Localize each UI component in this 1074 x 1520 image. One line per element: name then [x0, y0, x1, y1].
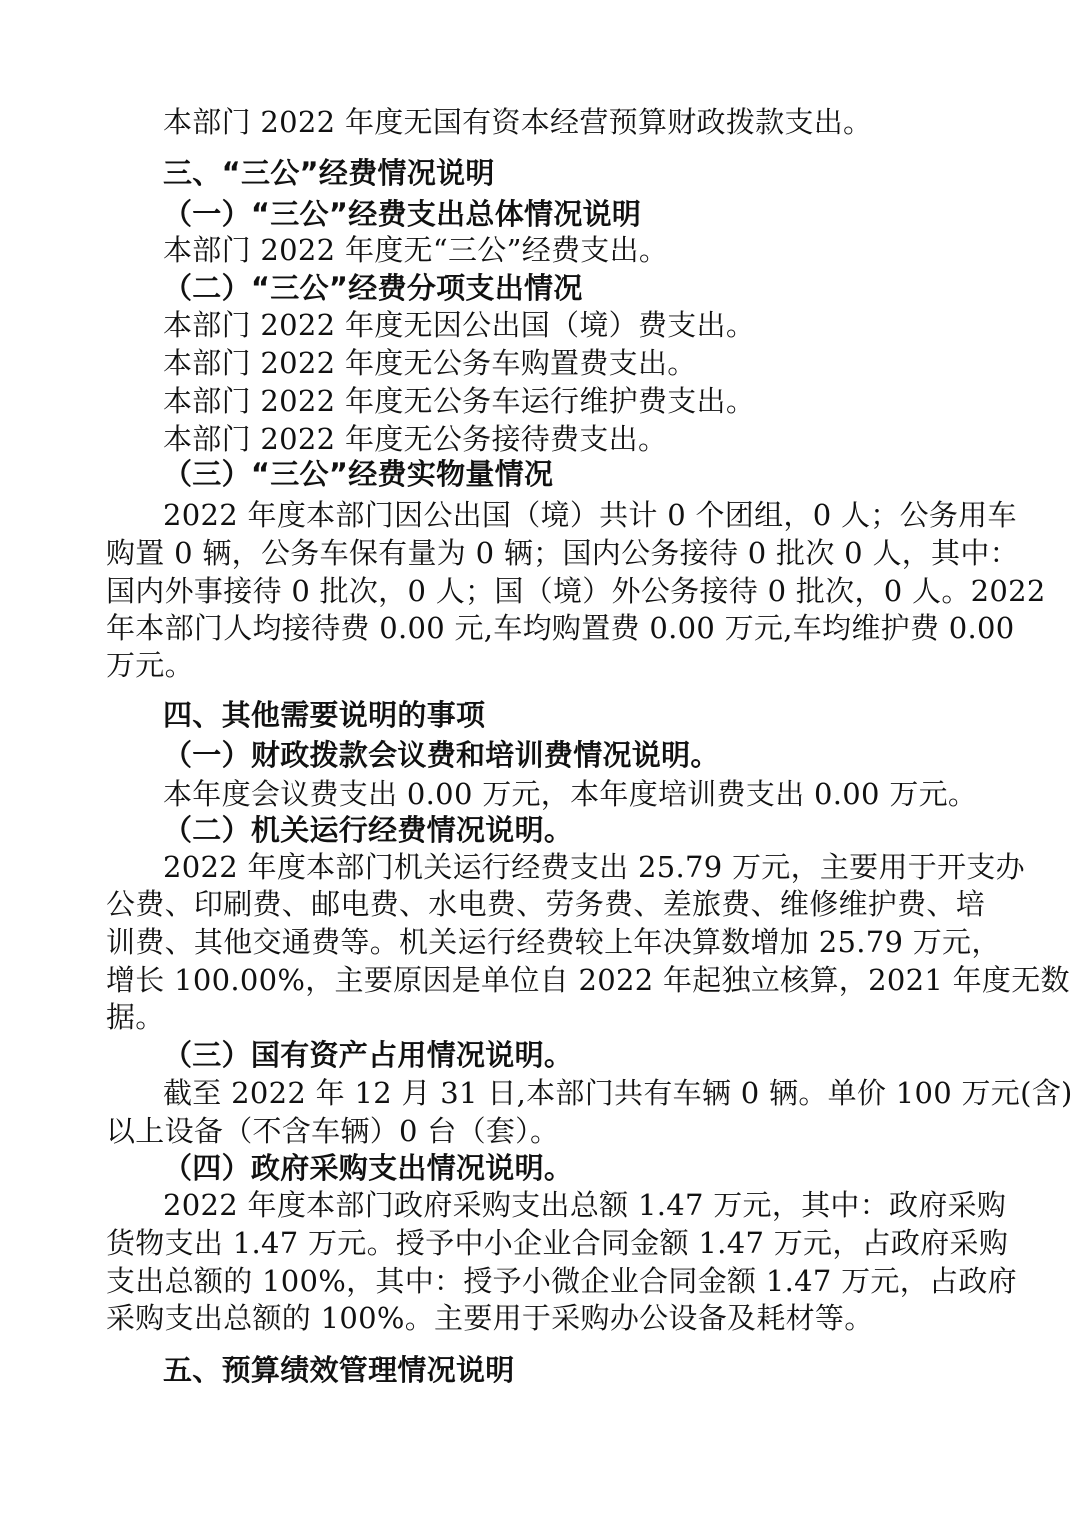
- subsection-heading: （二）机关运行经费情况说明。: [163, 813, 574, 847]
- paragraph-line: 2022 年度本部门机关运行经费支出 25.79 万元，主要用于开支办: [163, 850, 1025, 884]
- paragraph-line: 本年度会议费支出 0.00 万元，本年度培训费支出 0.00 万元。: [163, 777, 978, 811]
- paragraph-line: 本部门 2022 年度无国有资本经营预算财政拨款支出。: [163, 105, 873, 139]
- paragraph-line: 货物支出 1.47 万元。授予中小企业合同金额 1.47 万元，占政府采购: [106, 1226, 1009, 1260]
- paragraph-line: 国内外事接待 0 批次，0 人；国（境）外公务接待 0 批次，0 人。2022: [106, 574, 1046, 608]
- section-heading-three-public: 三、“三公”经费情况说明: [163, 156, 495, 190]
- paragraph-line: 以上设备（不含车辆）0 台（套）。: [106, 1114, 560, 1148]
- paragraph-line: 本部门 2022 年度无公务接待费支出。: [163, 422, 668, 456]
- subsection-heading: （三）“三公”经费实物量情况: [163, 457, 554, 491]
- paragraph-line: 本部门 2022 年度无公务车运行维护费支出。: [163, 384, 756, 418]
- paragraph-line: 本部门 2022 年度无因公出国（境）费支出。: [163, 308, 756, 342]
- paragraph-line: 增长 100.00%，主要原因是单位自 2022 年起独立核算，2021 年度无数: [106, 963, 1070, 997]
- paragraph-line: 万元。: [106, 648, 194, 682]
- subsection-heading: （一）“三公”经费支出总体情况说明: [163, 197, 642, 231]
- subsection-heading: （二）“三公”经费分项支出情况: [163, 271, 583, 305]
- subsection-heading: （四）政府采购支出情况说明。: [163, 1151, 574, 1185]
- section-heading-other-matters: 四、其他需要说明的事项: [163, 698, 486, 732]
- paragraph-line: 支出总额的 100%，其中：授予小微企业合同金额 1.47 万元，占政府: [106, 1264, 1017, 1298]
- paragraph-line: 本部门 2022 年度无“三公”经费支出。: [163, 233, 669, 267]
- paragraph-line: 截至 2022 年 12 月 31 日,本部门共有车辆 0 辆。单价 100 万元(含): [163, 1076, 1073, 1110]
- paragraph-line: 采购支出总额的 100%。主要用于采购办公设备及耗材等。: [106, 1301, 874, 1335]
- paragraph-line: 训费、其他交通费等。机关运行经费较上年决算数增加 25.79 万元，: [106, 925, 1001, 959]
- paragraph-line: 2022 年度本部门因公出国（境）共计 0 个团组，0 人；公务用车: [163, 498, 1017, 532]
- paragraph-line: 购置 0 辆，公务车保有量为 0 辆；国内公务接待 0 批次 0 人，其中：: [106, 536, 1019, 570]
- paragraph-line: 年本部门人均接待费 0.00 元,车均购置费 0.00 万元,车均维护费 0.00: [106, 611, 1015, 645]
- paragraph-line: 据。: [106, 1000, 165, 1034]
- section-heading-performance: 五、预算绩效管理情况说明: [163, 1353, 515, 1387]
- paragraph-line: 公费、印刷费、邮电费、水电费、劳务费、差旅费、维修维护费、培: [106, 887, 986, 921]
- paragraph-line: 2022 年度本部门政府采购支出总额 1.47 万元，其中：政府采购: [163, 1188, 1007, 1222]
- subsection-heading: （三）国有资产占用情况说明。: [163, 1038, 574, 1072]
- subsection-heading: （一）财政拨款会议费和培训费情况说明。: [163, 738, 720, 772]
- paragraph-line: 本部门 2022 年度无公务车购置费支出。: [163, 346, 697, 380]
